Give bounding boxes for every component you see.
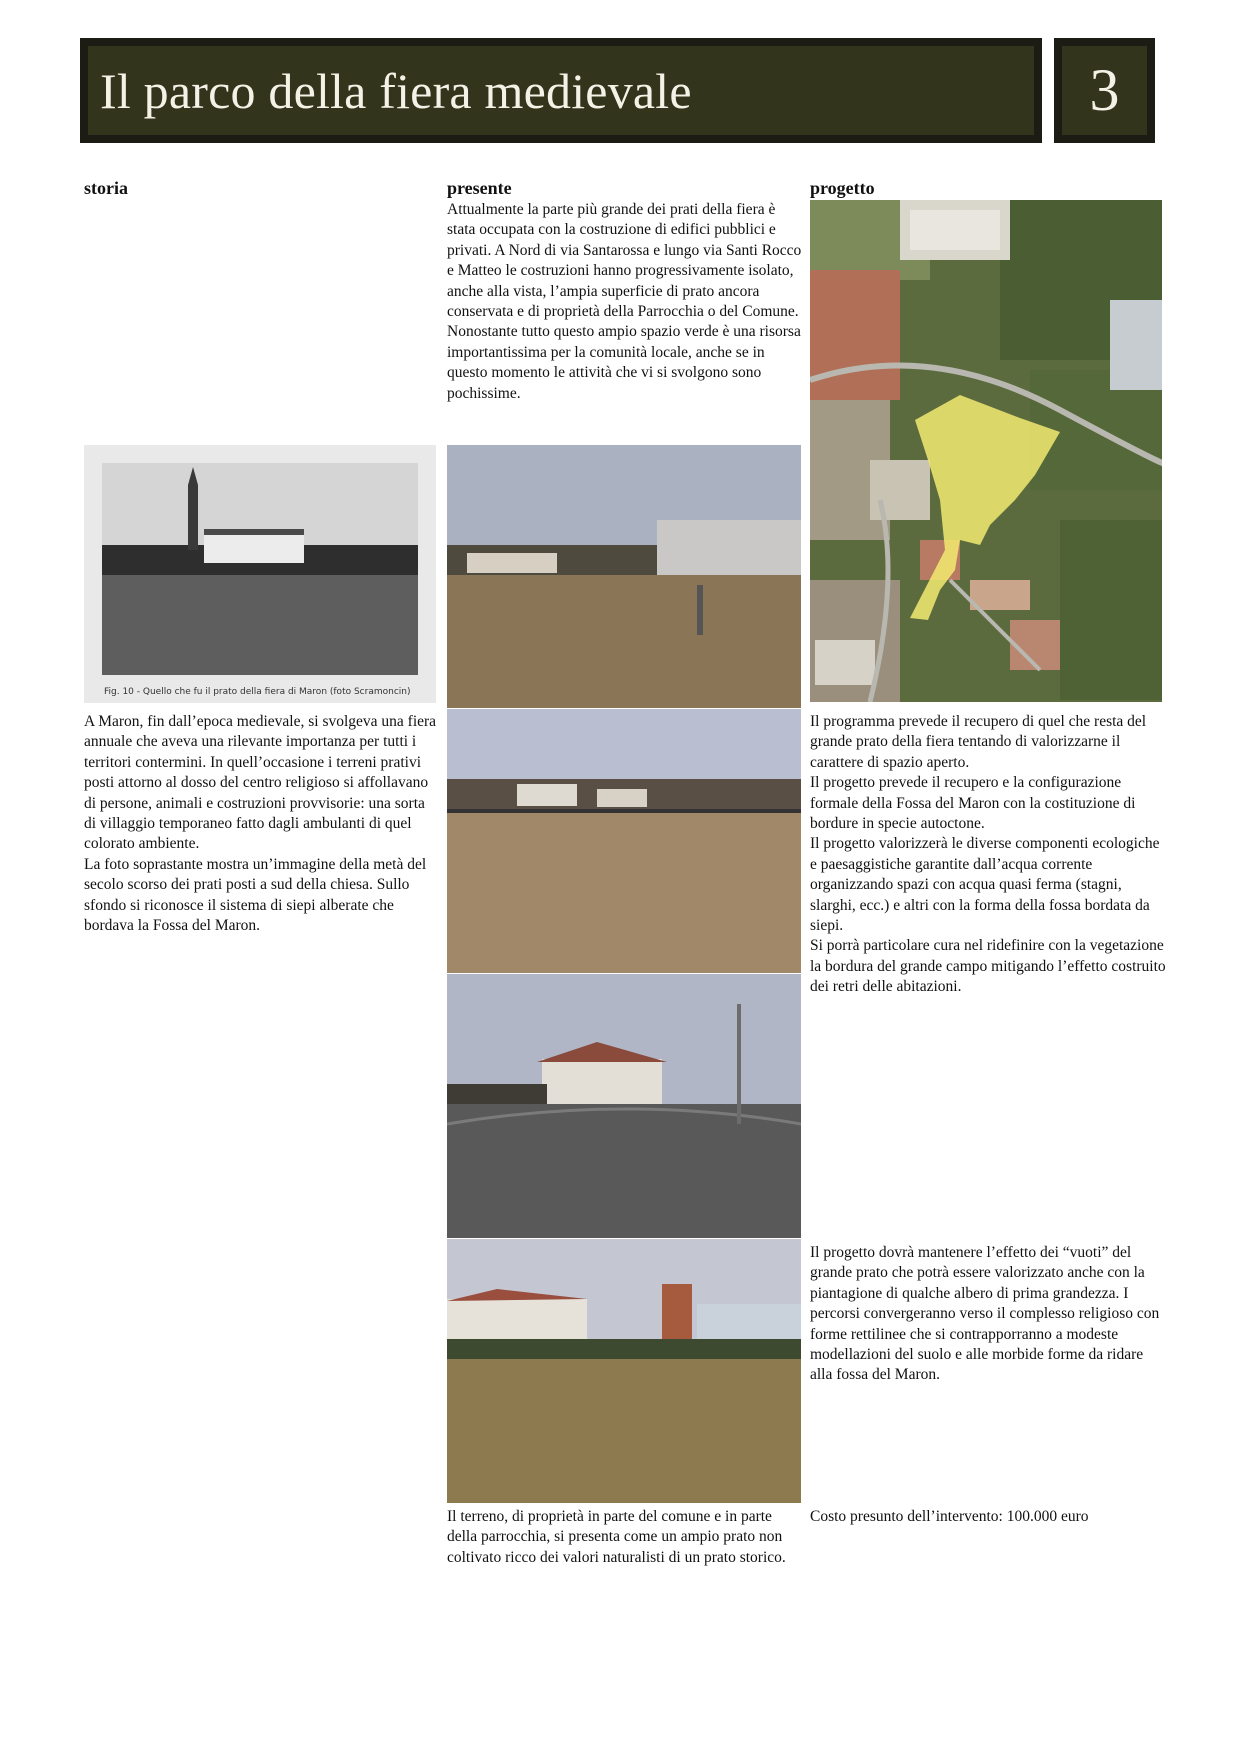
progetto-paragraph: Il progetto prevede il recupero e la configurazione formale della Fossa del Maron con la costituzione di bordure in specie autoctone. <box>810 774 1136 833</box>
progetto-paragraph: Si porrà particolare cura nel ridefinire con la vegetazione la bordura del grande campo mitigando l’effetto costruito dei retri delle abitazioni. <box>810 937 1166 996</box>
heading-progetto: progetto <box>810 178 875 198</box>
historical-photo-graphic <box>84 445 436 703</box>
aerial-map-graphic <box>810 200 1162 702</box>
storia-text <box>84 712 440 936</box>
page-title: Il parco della fiera medievale <box>100 62 692 119</box>
storia-paragraph: A Maron, fin dall’epoca medievale, si svolgeva una fiera annuale che aveva una rilevante importanza per tutti i territori contermini. In quell’occasione i terreni prativi posti attorno al dosso del centro religioso si affollavano di persone, animali e costruzioni provvisorie: una sorta di villaggio temporaneo fatto dagli ambulanti di quel colorato ambiente. <box>84 713 437 853</box>
road-photo <box>447 974 801 1238</box>
presente-paragraph: Attualmente la parte più grande dei prati della fiera è stata occupata con la costruzione di edifici pubblici e privati. A Nord di via Santarossa e lungo via Santi Rocco e Matteo le costruzioni hanno progressivamente isolato, anche alla vista, l’ampia superficie di prato ancora conservata e di proprietà della Parrocchia o del Comune. <box>447 201 802 321</box>
field-photo-1-graphic <box>447 445 801 708</box>
road-photo-graphic <box>447 974 801 1238</box>
field-photo-3-graphic <box>447 1239 801 1503</box>
cost-estimate: Costo presunto dell’intervento: 100.000 euro <box>810 1508 1089 1525</box>
field-photo-3 <box>447 1239 801 1503</box>
presente-paragraph: Nonostante tutto questo ampio spazio verde è una risorsa importantissima per la comunità locale, anche se in questo momento le attività che vi si svolgono sono pochissime. <box>447 323 801 402</box>
heading-storia: storia <box>84 178 128 198</box>
heading-presente: presente <box>447 178 512 198</box>
presente-bottom-text: Il terreno, di proprietà in parte del comune e in parte della parrocchia, si presenta come un ampio prato non coltivato ricco dei valori naturalisti di un prato storico. <box>447 1508 786 1566</box>
storia-paragraph: La foto soprastante mostra un’immagine della metà del secolo scorso dei prati posti a sud della chiesa. Sullo sfondo si riconosce il sistema di siepi alberate che bordava la Fossa del Maron. <box>84 855 427 935</box>
presente-text <box>447 200 803 404</box>
progetto-paragraph: Il progetto valorizzerà le diverse componenti ecologiche e paesaggistiche garantite dall’acqua corrente organizzando spazi con acqua quasi ferma (stagni, slarghi, ecc.) e altri con la forma della fossa bordata da siepi. <box>810 835 1160 935</box>
page-number-box <box>1054 38 1155 143</box>
historical-photo <box>84 445 436 703</box>
field-photo-1 <box>447 445 801 708</box>
progetto-text-2: Il progetto dovrà mantenere l’effetto dei “vuoti” del grande prato che potrà essere valorizzato anche con la piantagione di qualche albero di prima grandezza. I percorsi convergeranno verso il complesso religioso con forme rettilinee che si contrapporranno a modeste modellazioni del suolo e alle morbide forme da ridare alla fossa del Maron. <box>810 1244 1160 1384</box>
title-bar <box>80 38 1042 143</box>
progetto-paragraph: Il programma prevede il recupero di quel che resta del grande prato della fiera tentando di valorizzarne il carattere di spazio aperto. <box>810 713 1147 771</box>
page-number: 3 <box>1062 46 1147 135</box>
progetto-text <box>810 712 1166 998</box>
historical-photo-caption: Fig. 10 - Quello che fu il prato della fiera di Maron (foto Scramoncin) <box>104 687 411 697</box>
field-photo-2 <box>447 709 801 973</box>
title-inner <box>88 46 1034 135</box>
field-photo-2-graphic <box>447 709 801 973</box>
aerial-map <box>810 200 1162 702</box>
